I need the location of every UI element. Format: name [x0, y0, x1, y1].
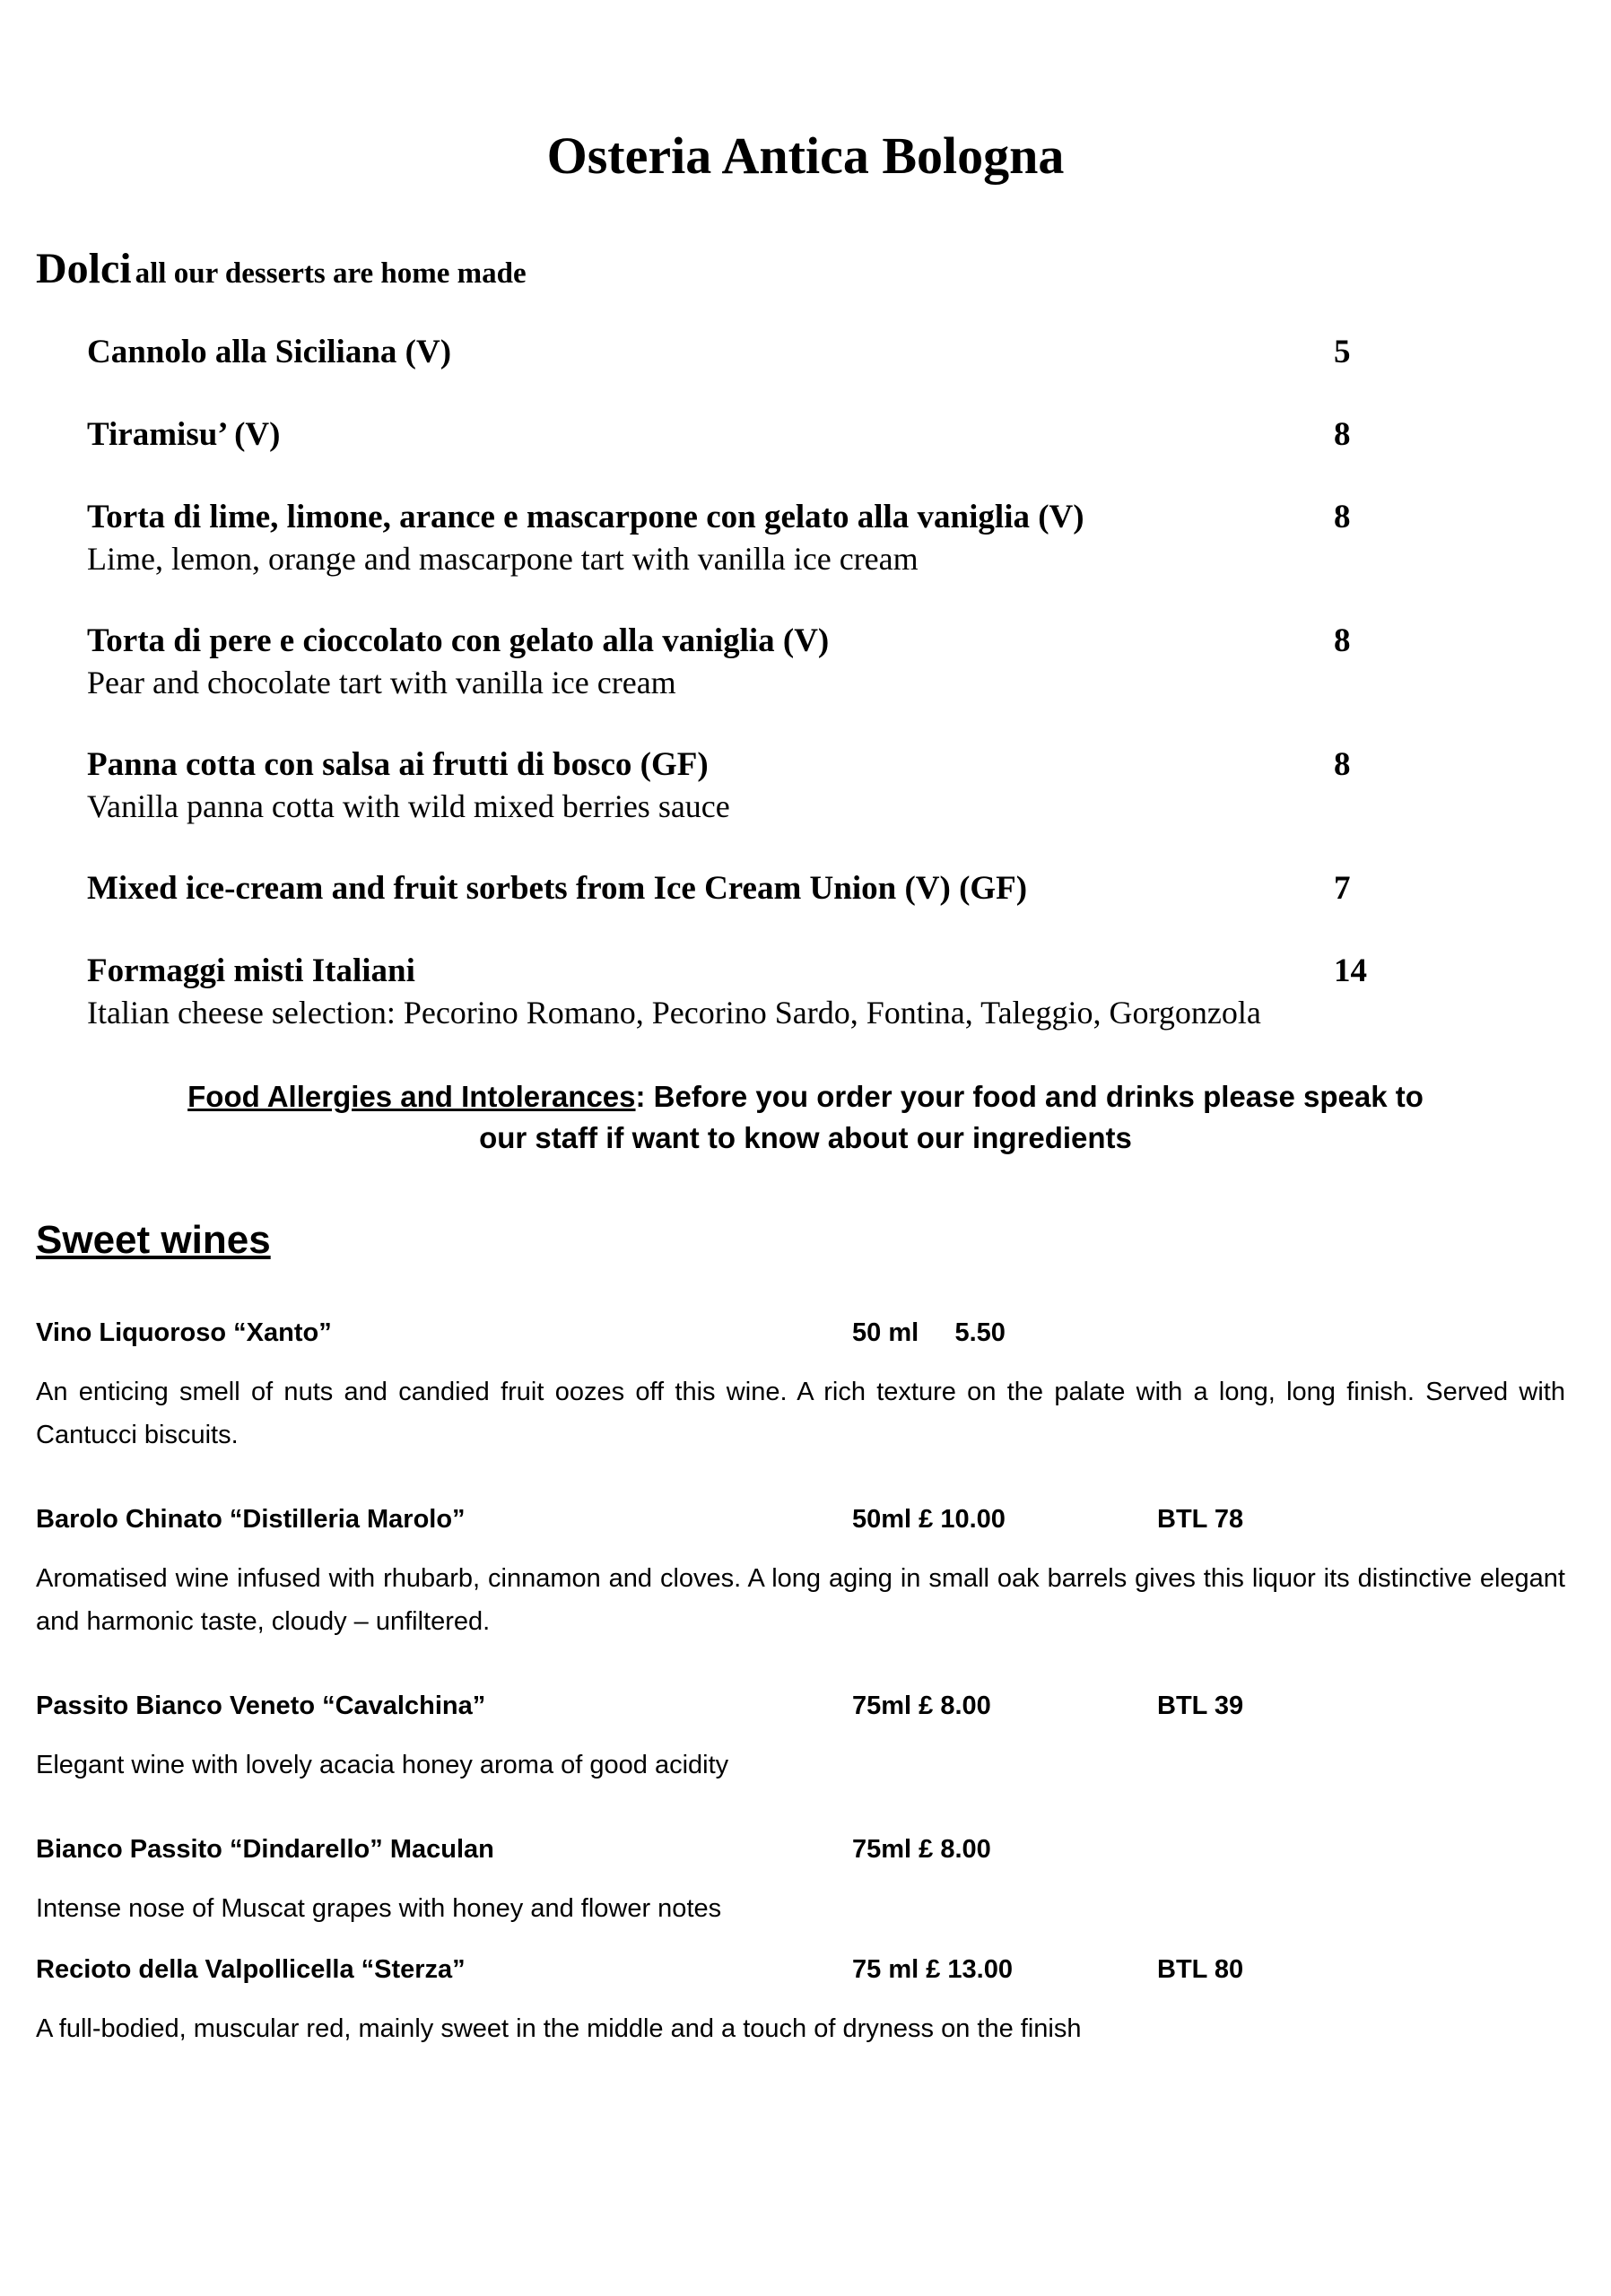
dessert-item — [87, 621, 1388, 703]
dessert-price: 7 — [1334, 870, 1351, 907]
dessert-item — [87, 332, 1388, 373]
dessert-description: Lime, lemon, orange and mascarpone tart with vanilla ice cream — [87, 541, 919, 577]
dessert-name: Tiramisu’ (V) — [87, 416, 281, 453]
dessert-price: 8 — [1334, 416, 1351, 453]
allergy-text-line1: : Before you order your food and drinks please speak to — [635, 1080, 1424, 1113]
allergy-notice — [0, 1076, 1611, 1159]
wine-row — [36, 1955, 1570, 1991]
dessert-price: 8 — [1334, 746, 1351, 783]
wine-description: Elegant wine with lovely acacia honey aroma of good acidity — [36, 1751, 729, 1779]
dessert-item — [87, 951, 1486, 1033]
dessert-name: Torta di pere e cioccolato con gelato alla vaniglia (V) — [87, 622, 830, 659]
dolci-title: Dolci — [36, 245, 132, 292]
wine-glass-price: 50 ml 5.50 — [852, 1318, 1006, 1347]
allergy-text-line2: our staff if want to know about our ingredients — [479, 1121, 1132, 1154]
dolci-heading — [36, 244, 527, 293]
wine-name: Vino Liquoroso “Xanto” — [36, 1318, 332, 1347]
dessert-description: Pear and chocolate tart with vanilla ice cream — [87, 665, 676, 700]
wine-row — [36, 1692, 1570, 1727]
wine-bottle-price: BTL 78 — [1157, 1505, 1244, 1534]
wine-name: Bianco Passito “Dindarello” Maculan — [36, 1835, 494, 1864]
allergy-label: Food Allergies and Intolerances — [187, 1080, 636, 1113]
dessert-name: Panna cotta con salsa ai frutti di bosco (GF) — [87, 746, 709, 783]
wine-glass-price: 50ml £ 10.00 — [852, 1505, 1006, 1534]
sweet-wines-heading: Sweet wines — [36, 1218, 271, 1262]
wine-row — [36, 1505, 1570, 1541]
dessert-name: Mixed ice-cream and fruit sorbets from Ice Cream Union (V) (GF) — [87, 870, 1028, 907]
dessert-description: Italian cheese selection: Pecorino Romano, Pecorino Sardo, Fontina, Taleggio, Gorgonzola — [87, 995, 1261, 1031]
dessert-item — [87, 868, 1388, 909]
wine-name: Recioto della Valpollicella “Sterza” — [36, 1955, 466, 1984]
dessert-price: 14 — [1334, 952, 1367, 989]
dessert-name: Cannolo alla Siciliana (V) — [87, 334, 452, 370]
dessert-description: Vanilla panna cotta with wild mixed berries sauce — [87, 788, 730, 824]
dessert-item — [87, 414, 1388, 456]
wine-description: Intense nose of Muscat grapes with honey and flower notes — [36, 1894, 722, 1923]
dessert-item — [87, 744, 1388, 827]
wine-name: Passito Bianco Veneto “Cavalchina” — [36, 1692, 486, 1720]
wine-description: A full-bodied, muscular red, mainly sweet in the middle and a touch of dryness on the finish — [36, 2014, 1082, 2043]
restaurant-title: Osteria Antica Bologna — [546, 126, 1065, 185]
dessert-name: Formaggi misti Italiani — [87, 952, 415, 989]
wine-glass-price: 75 ml £ 13.00 — [852, 1955, 1013, 1984]
wine-row — [36, 1318, 1570, 1354]
wine-bottle-price: BTL 39 — [1157, 1692, 1244, 1720]
dessert-price: 8 — [1334, 622, 1351, 659]
wine-glass-price: 75ml £ 8.00 — [852, 1692, 991, 1720]
wine-description: An enticing smell of nuts and candied fruit oozes off this wine. A rich texture on the palate with a long, long finish. Served with Cantucci biscuits. — [36, 1378, 1565, 1449]
dessert-name: Torta di lime, limone, arance e mascarpone con gelato alla vaniglia (V) — [87, 499, 1084, 535]
dessert-price: 8 — [1334, 499, 1351, 535]
dessert-item — [87, 497, 1388, 579]
wine-bottle-price: BTL 80 — [1157, 1955, 1244, 1984]
wine-name: Barolo Chinato “Distilleria Marolo” — [36, 1505, 466, 1534]
dolci-note: all our desserts are home made — [135, 257, 527, 290]
wine-glass-price: 75ml £ 8.00 — [852, 1835, 991, 1864]
dessert-price: 5 — [1334, 334, 1351, 370]
wine-description: Aromatised wine infused with rhubarb, cinnamon and cloves. A long aging in small oak barrels gives this liquor its distinctive elegant and harmonic taste, cloudy – unfiltered. — [36, 1564, 1565, 1636]
wine-row — [36, 1835, 1570, 1871]
